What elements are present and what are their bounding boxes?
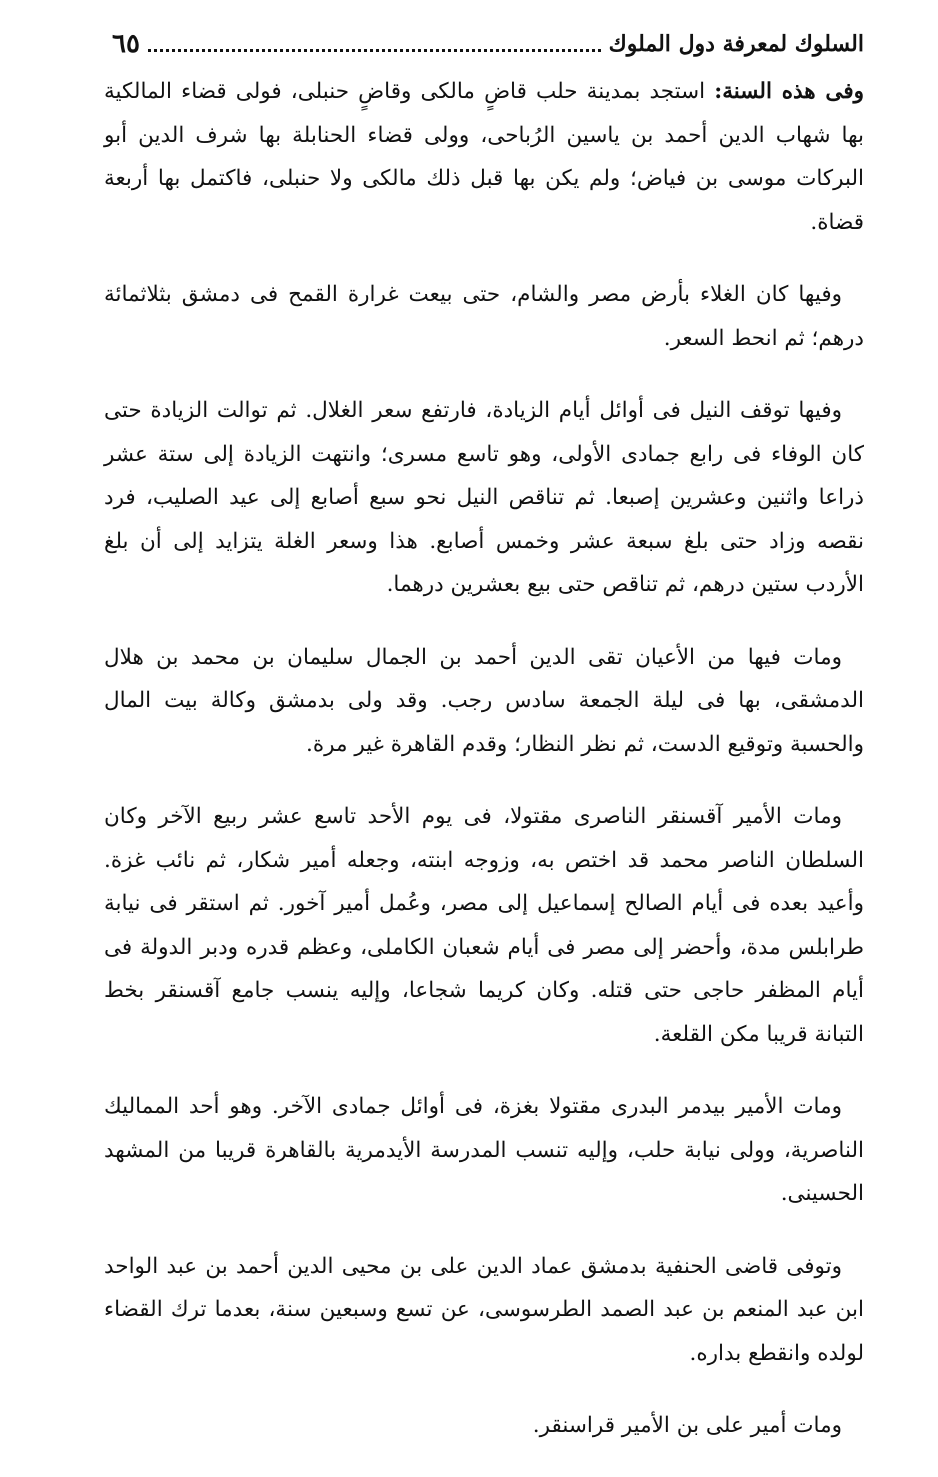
paragraph-death-imad-al-din: [104, 1245, 864, 1376]
paragraph-text: استجد بمدينة حلب قاضٍ مالكى وقاضٍ حنبلى، فولى قضاء المالكية بها شهاب الدين أحمد بن ياسين الرُباحى، وولى قضاء الحنابلة بها شرف الدين أبو البركات موسى بن فياض؛ ولم يكن بها قبل ذلك مالكى ولا حنبلى، فاكتمل بها أربعة قضاة.: [104, 79, 864, 235]
running-header: [112, 24, 864, 64]
paragraph-lead: وفى هذه السنة:: [714, 79, 864, 104]
paragraph-text: ومات فيها من الأعيان تقى الدين أحمد بن الجمال سليمان بن محمد بن هلال الدمشقى، بها فى ليلة الجمعة سادس رجب. وقد ولى بدمشق وكالة بيت المال والحسبة وتوقيع الدست، ثم نظر النظار؛ وقدم القاهرة غير مرة.: [104, 644, 864, 757]
paragraph-text: ومات الأمير آقسنقر الناصرى مقتولا، فى يوم الأحد تاسع عشر ربيع الآخر وكان السلطان الناصر محمد قد اختص به، وزوجه ابنته، وجعله أمير شكار، ثم نائب غزة. وأعيد بعده فى أيام الصالح إسماعيل إلى مصر، وعُمل أمير آخور. ثم استقر فى نيابة طرابلس مدة، وأحضر إلى مصر فى أيام شعبان الكاملى، وعظم قدره ودبر الدولة فى أيام المظفر حاجى حتى قتله. وكان كريما شجاعا، وإليه ينسب جامع آقسنقر بخط التبانة قريبا مكن القلعة.: [104, 804, 864, 1047]
book-title: السلوك لمعرفة دول الملوك: [608, 31, 864, 57]
paragraph-death-ali: [104, 1404, 864, 1448]
paragraph-text: وفيها كان الغلاء بأرض مصر والشام، حتى بيعت غرارة القمح فى دمشق بثلاثمائة درهم؛ ثم انحط السعر.: [104, 282, 864, 351]
paragraph-year-events: [104, 70, 864, 244]
header-leader-dots: [148, 37, 601, 52]
paragraph-nile: [104, 389, 864, 607]
paragraph-text: وفيها توقف النيل فى أوائل أيام الزيادة، فارتفع سعر الغلال. ثم توالت الزيادة حتى كان الوفاء فى رابع جمادى الأولى، وهو تاسع مسرى؛ وانتهت الزيادة إلى ستة عشر ذراعا واثنين وعشرين إصبعا. ثم تناقص النيل نحو سبع أصابع إلى عيد الصليب، فرد نقصه وزاد حتى بلغ سبعة عشر وخمس أصابع. هذا وسعر الغلة يتزايد إلى أن بلغ الأردب ستين درهم، ثم تناقص حتى بيع بعشرين درهما.: [104, 398, 864, 597]
paragraph-death-aqsunqur: [104, 795, 864, 1056]
paragraph-text: ومات الأمير بيدمر البدرى مقتولا بغزة، فى أوائل جمادى الآخر. وهو أحد المماليك الناصرية، وولى نيابة حلب، وإليه تنسب المدرسة الأيدمرية بالقاهرة قريبا من المشهد الحسينى.: [104, 1094, 864, 1206]
page-number: ٦٥: [112, 29, 140, 59]
paragraph-text: وتوفى قاضى الحنفية بدمشق عماد الدين على بن محيى الدين أحمد بن عبد الواحد ابن عبد المنعم بن عبد الصمد الطرسوسى، عن تسع وسبعين سنة، بعدما ترك القضاء لولده وانقطع بداره.: [104, 1253, 864, 1366]
paragraph-famine: [104, 273, 864, 360]
paragraph-death-taqi-al-din: [104, 636, 864, 767]
paragraph-death-baydamur: [104, 1085, 864, 1216]
paragraph-text: ومات أمير على بن الأمير قراسنقر.: [532, 1413, 842, 1438]
page-body: [104, 70, 864, 1477]
